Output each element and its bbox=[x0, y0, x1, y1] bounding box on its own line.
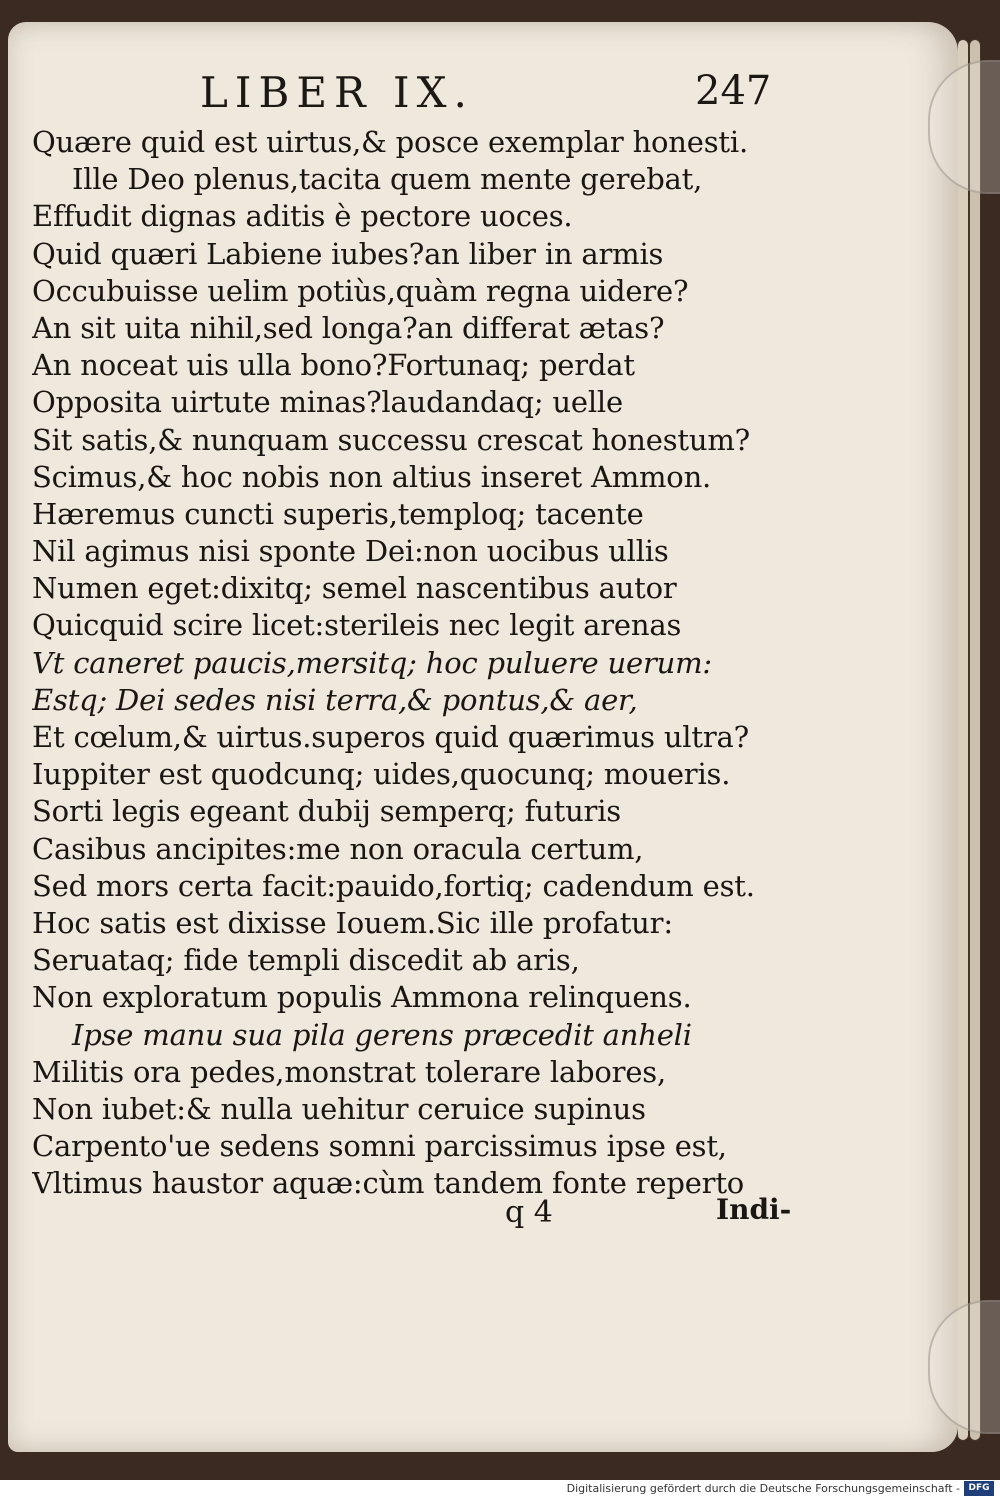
page-edge-leaves bbox=[958, 40, 968, 1440]
verse-line: Ipse manu sua pila gerens præcedit anheli bbox=[72, 1017, 692, 1052]
verse-line: Hoc satis est dixisse Iouem.Sic ille profatur: bbox=[32, 905, 673, 940]
catchword: Indi- bbox=[716, 1193, 792, 1226]
verse-line: An noceat uis ulla bono?Fortunaq; perdat bbox=[32, 348, 635, 383]
verse-line: Et cœlum,& uirtus.superos quid quærimus ultra? bbox=[32, 720, 749, 754]
verse-line: Estq; Dei sedes nisi terra,& pontus,& aer, bbox=[32, 682, 638, 717]
verse-line: Sit satis,& nunquam successu crescat honestum? bbox=[32, 422, 750, 457]
verse-line: Nil agimus nisi sponte Dei:non uocibus ullis bbox=[32, 534, 669, 569]
page-number: 247 bbox=[695, 68, 772, 114]
verse-line: Iuppiter est quodcunq; uides,quocunq; moueris. bbox=[32, 757, 731, 792]
running-head bbox=[0, 68, 1000, 118]
verse-line: Quid quæri Labiene iubes?an liber in armis bbox=[32, 236, 664, 271]
book-title: LIBER IX. bbox=[200, 68, 474, 117]
digitization-credit: Digitalisierung gefördert durch die Deutsche Forschungsgemeinschaft - bbox=[566, 1482, 960, 1495]
verse-text bbox=[32, 124, 912, 1202]
dfg-logo-icon: DFG bbox=[964, 1481, 994, 1496]
verse-line: Hæremus cuncti superis,temploq; tacente bbox=[32, 496, 644, 531]
verse-line: Seruataq; fide templi discedit ab aris, bbox=[32, 943, 580, 978]
verse-line: Sorti legis egeant dubij semperq; futuris bbox=[32, 794, 621, 829]
verse-line: Quære quid est uirtus,& posce exemplar honesti. bbox=[32, 125, 748, 159]
verse-line: Non exploratum populis Ammona relinquens. bbox=[32, 980, 692, 1015]
credit-bar bbox=[0, 1480, 1000, 1501]
verse-line: Sed mors certa facit:pauido,fortiq; cadendum est. bbox=[32, 868, 755, 903]
verse-line: Effudit dignas aditis è pectore uoces. bbox=[32, 199, 573, 234]
verse-line: Vltimus haustor aquæ:cùm tandem fonte reperto bbox=[32, 1166, 745, 1201]
verse-line: An sit uita nihil,sed longa?an differat ætas? bbox=[32, 310, 665, 345]
verse-line: Opposita uirtute minas?laudandaq; uelle bbox=[32, 385, 623, 420]
verse-line: Carpento'ue sedens somni parcissimus ipse est, bbox=[32, 1129, 727, 1164]
verse-line: Numen eget:dixitq; semel nascentibus autor bbox=[32, 571, 677, 606]
signature-mark: q 4 bbox=[505, 1195, 553, 1230]
verse-line: Quicquid scire licet:sterileis nec legit arenas bbox=[32, 608, 682, 643]
verse-line: Non iubet:& nulla uehitur ceruice supinus bbox=[32, 1091, 646, 1126]
page-edge-leaves bbox=[970, 40, 980, 1440]
verse-line: Casibus ancipites:me non oracula certum, bbox=[32, 831, 644, 866]
verse-line: Militis ora pedes,monstrat tolerare labores, bbox=[32, 1054, 666, 1089]
verse-line: Vt caneret paucis,mersitq; hoc puluere uerum: bbox=[32, 645, 712, 680]
verse-line: Scimus,& hoc nobis non altius inseret Ammon. bbox=[32, 459, 712, 494]
verse-line: Occubuisse uelim potiùs,quàm regna uidere? bbox=[32, 273, 689, 308]
verse-line: Ille Deo plenus,tacita quem mente gerebat, bbox=[72, 162, 703, 197]
